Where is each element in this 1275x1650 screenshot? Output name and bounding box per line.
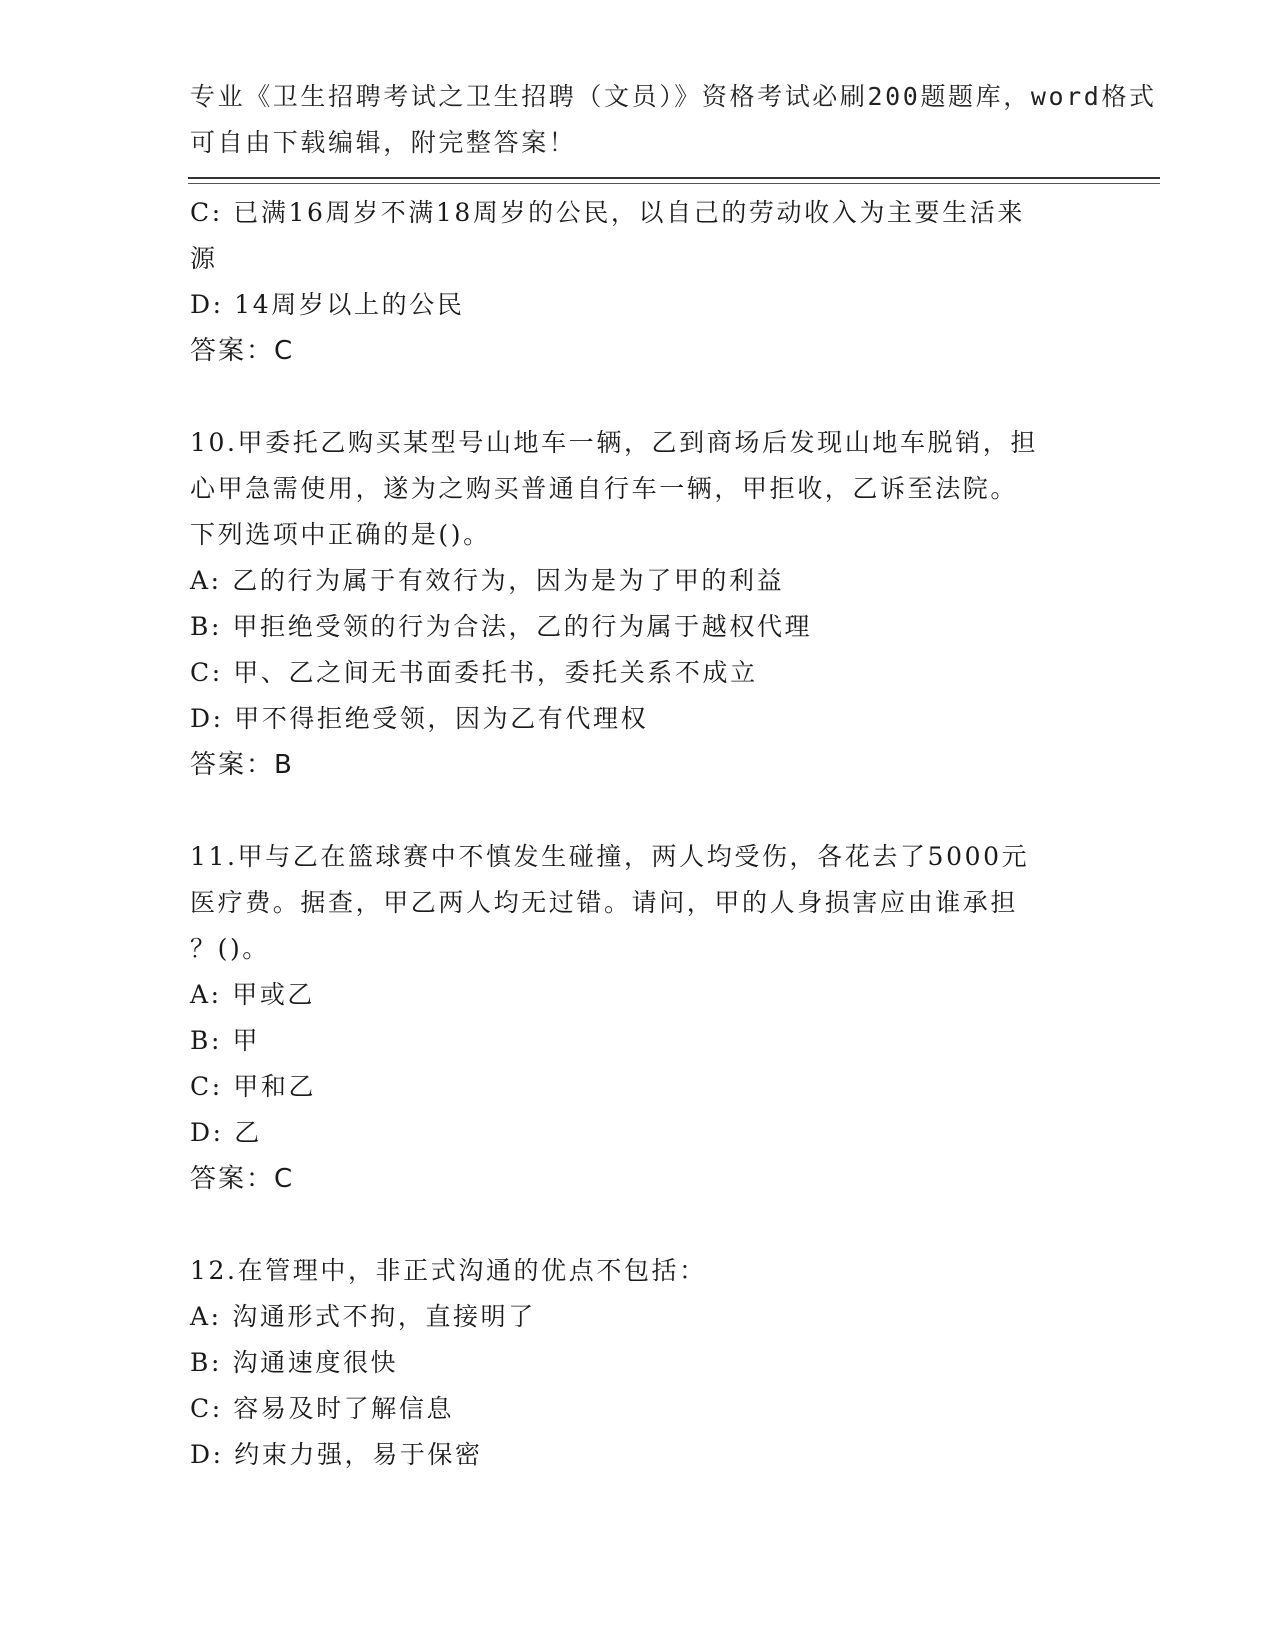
option-c: C: 容易及时了解信息 bbox=[190, 1394, 455, 1423]
option-c: C: 甲、乙之间无书面委托书，委托关系不成立 bbox=[190, 658, 758, 687]
option-a: A: 乙的行为属于有效行为，因为是为了甲的利益 bbox=[190, 566, 785, 595]
answer-label: 答案：B bbox=[190, 750, 294, 780]
question-stem-line: 12.在管理中，非正式沟通的优点不包括： bbox=[190, 1256, 707, 1285]
question-stem-line: 医疗费。据查，甲乙两人均无过错。请问，甲的人身损害应由谁承担 bbox=[190, 888, 1019, 917]
option-a: A: 沟通形式不拘，直接明了 bbox=[190, 1302, 536, 1331]
option-c-line-2: 源 bbox=[190, 244, 218, 273]
document-body bbox=[190, 190, 1090, 1478]
header-title-line-2: 可自由下载编辑，附完整答案！ bbox=[190, 128, 577, 157]
option-b: B: 沟通速度很快 bbox=[190, 1348, 399, 1377]
question-11 bbox=[190, 834, 1090, 1202]
question-12 bbox=[190, 1248, 1090, 1478]
question-stem-line: 11.甲与乙在篮球赛中不慎发生碰撞，两人均受伤，各花去了5000元 bbox=[190, 842, 1030, 871]
option-d: D: 约束力强，易于保密 bbox=[190, 1440, 483, 1469]
answer-label: 答案：C bbox=[190, 1164, 295, 1194]
option-c: C: 甲和乙 bbox=[190, 1072, 317, 1101]
question-spacer bbox=[190, 374, 1090, 420]
question-9-continued bbox=[190, 190, 1090, 374]
question-stem-line: 下列选项中正确的是()。 bbox=[190, 520, 491, 549]
option-d: D: 14周岁以上的公民 bbox=[190, 290, 465, 319]
question-spacer bbox=[190, 788, 1090, 834]
header-title-line-1: 专业《卫生招聘考试之卫生招聘（文员）》资格考试必刷200题题库，word格式 bbox=[190, 82, 1157, 111]
option-c-line-1: C: 已满16周岁不满18周岁的公民，以自己的劳动收入为主要生活来 bbox=[190, 198, 1025, 227]
page-header bbox=[190, 74, 1157, 166]
question-stem-line: ？()。 bbox=[190, 934, 270, 963]
question-stem-line: 10.甲委托乙购买某型号山地车一辆，乙到商场后发现山地车脱销，担 bbox=[190, 428, 1038, 457]
question-stem-line: 心甲急需使用，遂为之购买普通自行车一辆，甲拒收，乙诉至法院。 bbox=[190, 474, 1019, 503]
option-d: D: 甲不得拒绝受领，因为乙有代理权 bbox=[190, 704, 649, 733]
answer-label: 答案：C bbox=[190, 336, 295, 366]
option-a: A: 甲或乙 bbox=[190, 980, 316, 1009]
option-b: B: 甲 bbox=[190, 1026, 261, 1055]
question-10 bbox=[190, 420, 1090, 788]
question-spacer bbox=[190, 1202, 1090, 1248]
option-b: B: 甲拒绝受领的行为合法，乙的行为属于越权代理 bbox=[190, 612, 813, 641]
header-divider-thick bbox=[188, 177, 1160, 179]
header-divider-thin bbox=[188, 183, 1160, 184]
option-d: D: 乙 bbox=[190, 1118, 262, 1147]
